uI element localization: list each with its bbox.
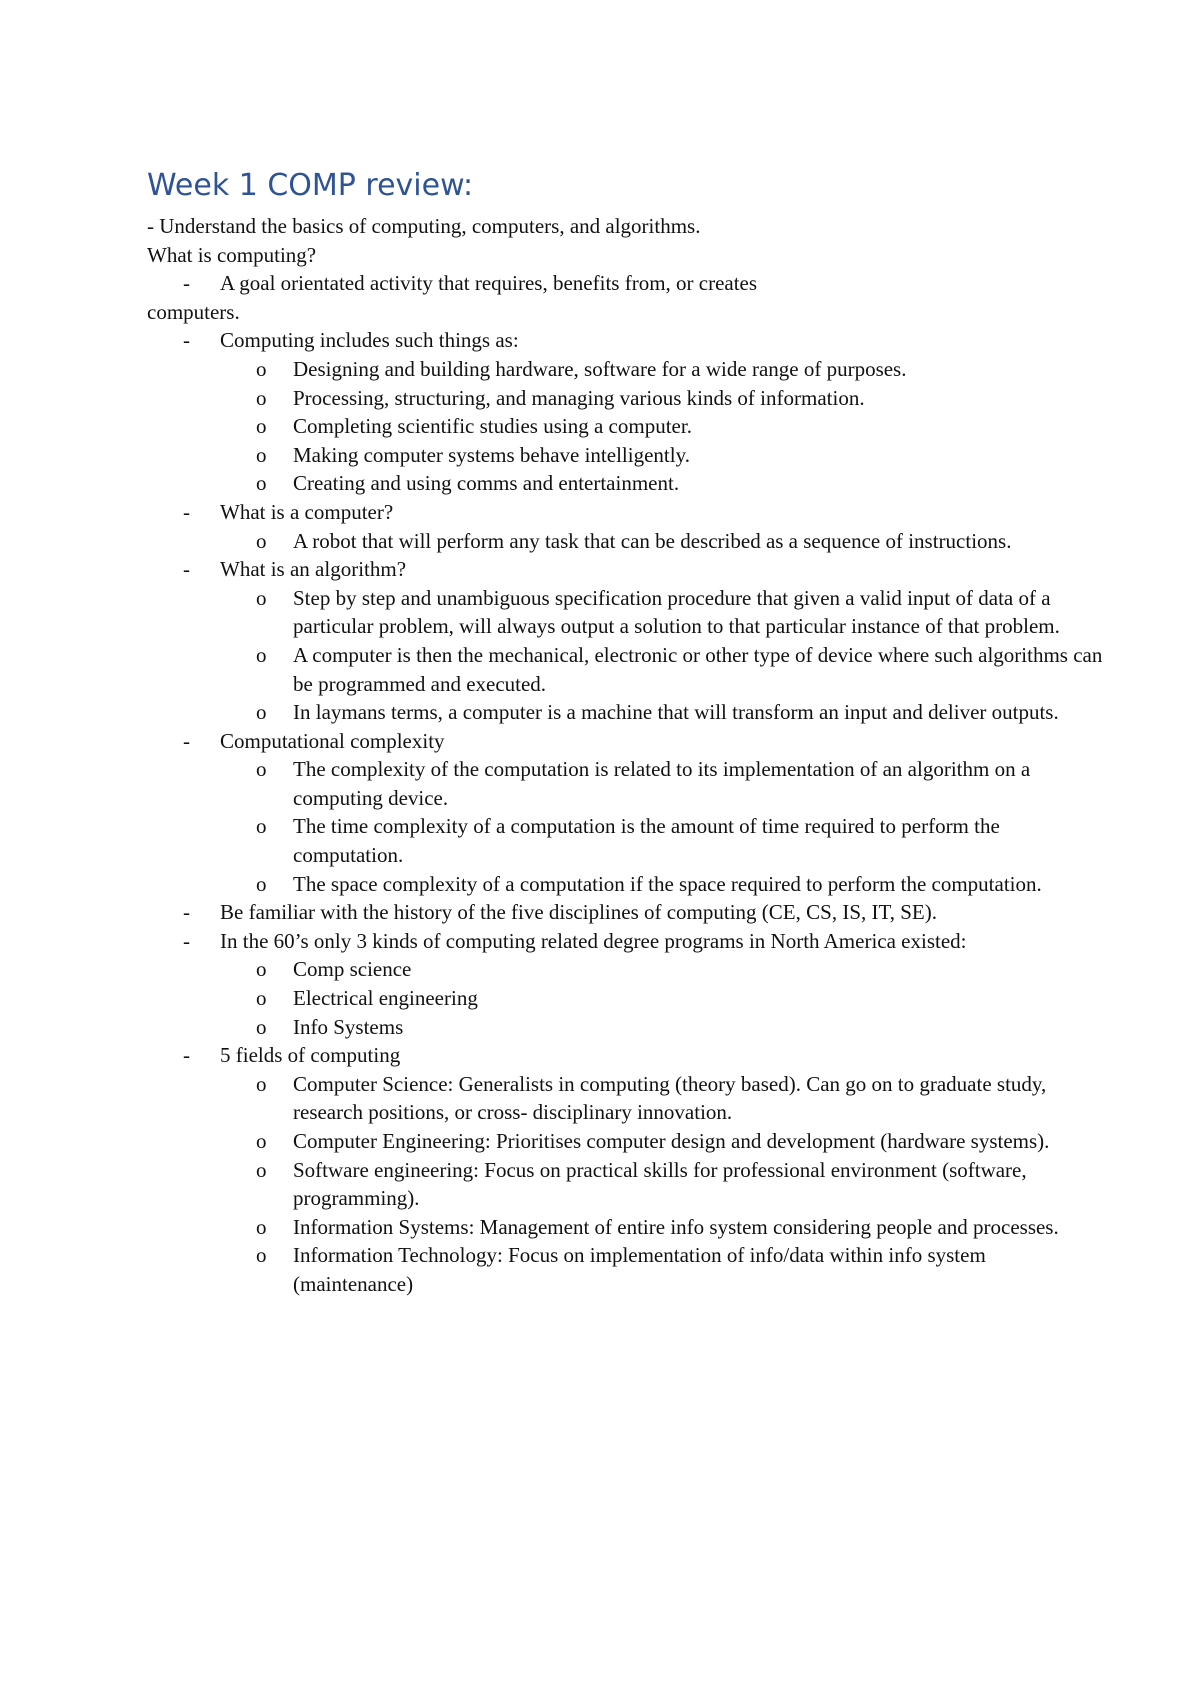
list-item-text: A computer is then the mechanical, electronic or other type of device where such algorithms can be programmed and executed. — [293, 642, 1103, 696]
list-item — [220, 412, 1107, 441]
list-item-text: The space complexity of a computation if the space required to perform the computation. — [293, 871, 1042, 896]
list-item — [220, 384, 1107, 413]
circle-bullet: o — [256, 871, 267, 896]
circle-bullet: o — [256, 700, 267, 725]
section-item — [147, 555, 1107, 727]
circle-bullet: o — [256, 957, 267, 982]
list-item — [220, 755, 1107, 812]
section-label: Computational complexity — [220, 728, 445, 753]
list-item — [220, 812, 1107, 869]
circle-bullet: o — [256, 1157, 267, 1182]
list-item-text: Computer Engineering: Prioritises computer design and development (hardware systems). — [293, 1129, 1050, 1153]
intro-line: - Understand the basics of computing, computers, and algorithms. — [147, 214, 701, 238]
circle-bullet: o — [256, 986, 267, 1011]
section-item — [147, 498, 1107, 555]
list-item-text: Information Technology: Focus on implementation of info/data within info system (maintenance) — [293, 1243, 986, 1296]
circle-bullet: o — [256, 1214, 267, 1239]
list-item-text: In laymans terms, a computer is a machine that will transform an input and deliver outputs. — [293, 700, 1059, 725]
circle-bullet: o — [256, 385, 267, 410]
list-item-text: Step by step and unambiguous specification procedure that given a valid input of data of a particular problem, will always output a solution to that particular instance of that problem. — [293, 585, 1060, 639]
list-item-text: Electrical engineering — [293, 986, 478, 1011]
dash-bullet: - — [183, 1043, 190, 1068]
list-item — [220, 441, 1107, 470]
section-item — [147, 727, 1107, 899]
sub-list — [220, 955, 1107, 1041]
list-item — [220, 469, 1107, 498]
section-item — [147, 326, 1107, 498]
section-item — [147, 1041, 1107, 1298]
circle-bullet: o — [256, 814, 267, 839]
dash-bullet: - — [183, 557, 190, 582]
section-label: Be familiar with the history of the five disciplines of computing (CE, CS, IS, IT, SE). — [220, 900, 938, 925]
section-item — [147, 898, 1107, 927]
circle-bullet: o — [256, 757, 267, 782]
dash-bullet: - — [183, 900, 190, 925]
section-label: 5 fields of computing — [220, 1043, 401, 1068]
page-title: Week 1 COMP review: — [147, 168, 474, 203]
section-label: In the 60’s only 3 kinds of computing related degree programs in North America existed: — [220, 928, 967, 953]
first-item-text: A goal orientated activity that requires, benefits from, or creates — [220, 271, 758, 296]
list-item-text: Computer Science: Generalists in computing (theory based). Can go on to graduate study, research positions, or cross- disciplinary innovation. — [293, 1071, 1047, 1125]
circle-bullet: o — [256, 642, 267, 667]
list-item — [147, 269, 1107, 298]
sub-list — [220, 755, 1107, 898]
circle-bullet: o — [256, 1071, 267, 1096]
sub-list — [220, 1070, 1107, 1299]
list-item — [220, 1241, 1107, 1298]
circle-bullet: o — [256, 528, 267, 553]
first-item-list — [147, 269, 1107, 298]
list-item-text: Creating and using comms and entertainment. — [293, 471, 680, 496]
dash-bullet: - — [183, 271, 190, 296]
list-item-text: Comp science — [293, 957, 412, 982]
sub-list — [220, 584, 1107, 727]
dash-bullet: - — [183, 499, 190, 524]
dash-bullet: - — [183, 328, 190, 353]
list-item — [220, 527, 1107, 556]
list-item — [220, 641, 1107, 698]
list-item-text: Completing scientific studies using a computer. — [293, 414, 692, 439]
section-label: What is an algorithm? — [220, 557, 407, 582]
circle-bullet: o — [256, 471, 267, 496]
circle-bullet: o — [256, 1014, 267, 1039]
list-item-text: The time complexity of a computation is the amount of time required to perform the computation. — [293, 814, 1000, 868]
list-item — [220, 355, 1107, 384]
list-item-text: A robot that will perform any task that can be described as a sequence of instructions. — [293, 528, 1012, 553]
list-item-text: Designing and building hardware, software for a wide range of purposes. — [293, 356, 907, 381]
section-label: Computing includes such things as: — [220, 328, 519, 353]
first-item-continuation: computers. — [147, 299, 240, 324]
list-item — [220, 1070, 1107, 1127]
circle-bullet: o — [256, 1243, 267, 1268]
list-item — [220, 870, 1107, 899]
list-item — [220, 984, 1107, 1013]
circle-bullet: o — [256, 414, 267, 439]
dash-bullet: - — [183, 928, 190, 953]
dash-bullet: - — [183, 728, 190, 753]
list-item-text: Software engineering: Focus on practical skills for professional environment (software, programming). — [293, 1157, 1027, 1211]
list-item — [220, 698, 1107, 727]
list-item — [220, 584, 1107, 641]
list-item — [220, 955, 1107, 984]
section-list — [147, 326, 1107, 1298]
list-item — [220, 1156, 1107, 1213]
section-label: What is a computer? — [220, 499, 394, 524]
circle-bullet: o — [256, 442, 267, 467]
sub-list — [220, 527, 1107, 556]
list-item — [220, 1213, 1107, 1242]
circle-bullet: o — [256, 1129, 267, 1153]
question-line: What is computing? — [147, 242, 317, 267]
document-body — [147, 212, 1107, 1299]
circle-bullet: o — [256, 585, 267, 610]
list-item — [220, 1127, 1107, 1156]
list-item-text: The complexity of the computation is related to its implementation of an algorithm on a computing device. — [293, 757, 1031, 810]
circle-bullet: o — [256, 356, 267, 381]
list-item-text: Making computer systems behave intelligently. — [293, 442, 690, 467]
list-item-text: Information Systems: Management of entire info system considering people and processes. — [293, 1214, 1059, 1239]
section-item — [147, 927, 1107, 1041]
list-item — [220, 1013, 1107, 1042]
list-item-text: Processing, structuring, and managing various kinds of information. — [293, 385, 865, 410]
sub-list — [220, 355, 1107, 498]
list-item-text: Info Systems — [293, 1014, 404, 1039]
